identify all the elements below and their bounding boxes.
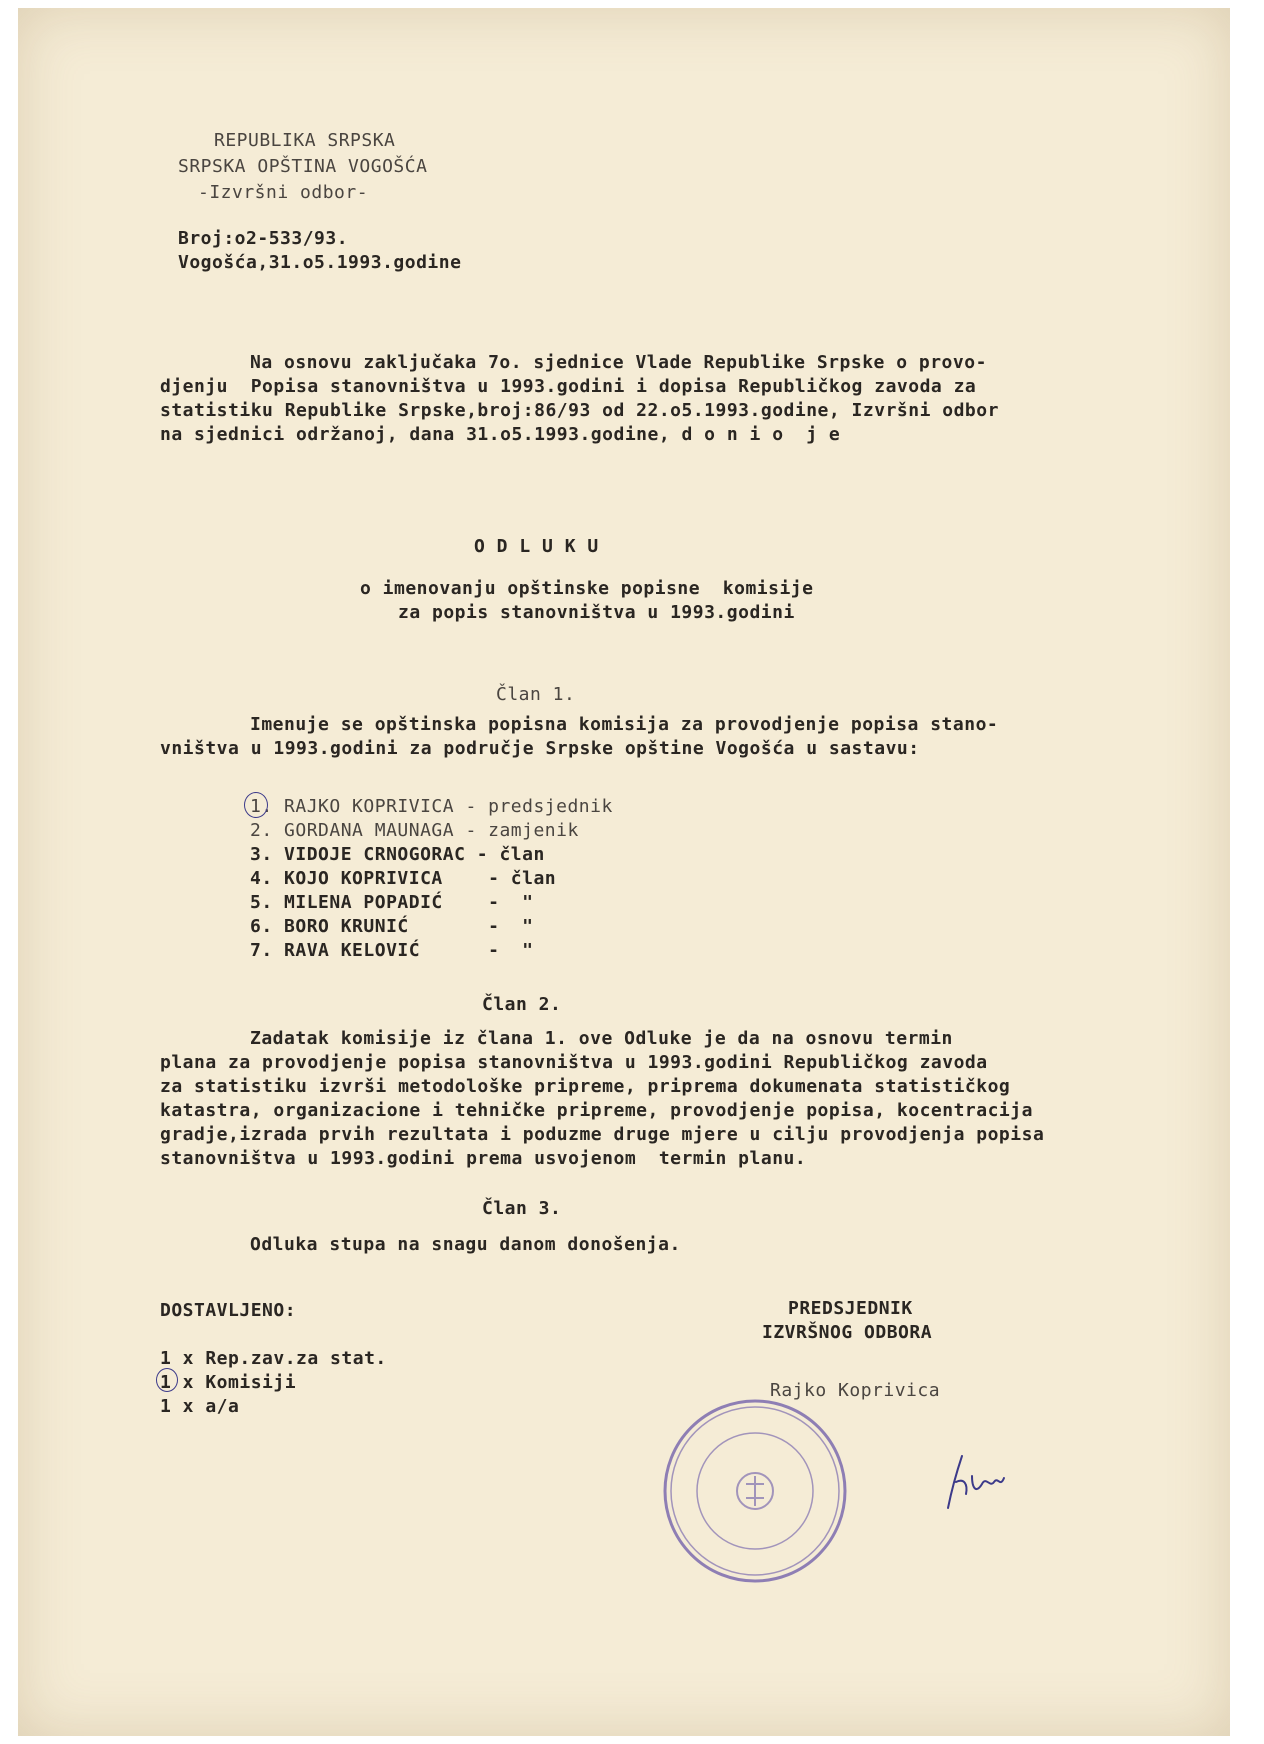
member-number: 7.	[250, 940, 273, 961]
member-number: 1.	[250, 796, 273, 817]
member-role: - član	[476, 844, 545, 865]
document-page	[18, 8, 1230, 1736]
member-row	[250, 892, 533, 913]
member-row	[250, 868, 556, 889]
header-republic: REPUBLIKA SRPSKA	[214, 130, 396, 151]
handwritten-circle-mark	[156, 1368, 178, 1392]
member-role: - zamjenik	[465, 820, 579, 841]
member-name: RAJKO KOPRIVICA	[284, 796, 455, 817]
header-body: -Izvršni odbor-	[198, 182, 369, 203]
handwritten-circle-mark	[244, 792, 268, 818]
member-name: BORO KRUNIĆ	[284, 916, 409, 937]
article-1-text: Imenuje se opštinska popisna komisija za provodjenje popisa stano-	[250, 714, 999, 735]
signature-title: IZVRŠNOG ODBORA	[762, 1322, 933, 1343]
member-role: - "	[488, 916, 534, 937]
member-name: GORDANA MAUNAGA	[284, 820, 455, 841]
member-number: 6.	[250, 916, 273, 937]
preamble-line: djenju Popisa stanovništva u 1993.godini i dopisa Republičkog zavoda za	[160, 376, 977, 397]
member-number: 3.	[250, 844, 273, 865]
delivered-item: 1 x Komisiji	[160, 1372, 297, 1393]
delivered-item: 1 x Rep.zav.za stat.	[160, 1348, 387, 1369]
article-2-text: plana za provodjenje popisa stanovništva u 1993.godini Republičkog zavoda	[160, 1052, 988, 1073]
preamble-line: na sjednici održanoj, dana 31.o5.1993.godine, d o n i o j e	[160, 424, 841, 445]
article-3-text: Odluka stupa na snagu danom donošenja.	[250, 1234, 681, 1255]
delivered-heading: DOSTAVLJENO:	[160, 1300, 297, 1321]
signatory-name: Rajko Koprivica	[770, 1380, 941, 1401]
member-number: 5.	[250, 892, 273, 913]
decision-subtitle: o imenovanju opštinske popisne komisije	[360, 578, 814, 599]
member-name: VIDOJE CRNOGORAC	[284, 844, 466, 865]
decision-subtitle: za popis stanovništva u 1993.godini	[398, 602, 795, 623]
document-number: Broj:o2-533/93.	[178, 228, 349, 249]
member-role: - predsjednik	[465, 796, 613, 817]
member-row	[250, 820, 579, 841]
member-name: MILENA POPADIĆ	[284, 892, 443, 913]
signature-title: PREDSJEDNIK	[788, 1298, 913, 1319]
member-role: - "	[488, 892, 534, 913]
article-2-text: Zadatak komisije iz člana 1. ove Odluke je da na osnovu termin	[250, 1028, 953, 1049]
preamble-line: statistiku Republike Srpske,broj:86/93 od 22.o5.1993.godine, Izvršni odbor	[160, 400, 999, 421]
article-1-heading: Član 1.	[496, 684, 576, 705]
member-row	[250, 916, 533, 937]
article-1-text: vništva u 1993.godini za područje Srpske opštine Vogošća u sastavu:	[160, 738, 920, 759]
delivered-item: 1 x a/a	[160, 1396, 240, 1417]
member-row	[250, 796, 613, 817]
member-row	[250, 940, 533, 961]
member-role: - "	[488, 940, 534, 961]
member-name: RAVA KELOVIĆ	[284, 940, 421, 961]
handwritten-signature	[938, 1448, 1018, 1518]
member-row	[250, 844, 545, 865]
member-number: 2.	[250, 820, 273, 841]
article-2-text: gradje,izrada prvih rezultata i poduzme druge mjere u cilju provodjenja popisa	[160, 1124, 1045, 1145]
document-date: Vogošća,31.o5.1993.godine	[178, 252, 462, 273]
member-number: 4.	[250, 868, 273, 889]
decision-title: O D L U K U	[474, 536, 599, 557]
article-2-heading: Član 2.	[482, 994, 562, 1015]
article-2-text: za statistiku izvrši metodološke pripreme, priprema dokumenata statističkog	[160, 1076, 1011, 1097]
member-name: KOJO KOPRIVICA	[284, 868, 443, 889]
header-municipality: SRPSKA OPŠTINA VOGOŠĆA	[178, 156, 428, 177]
article-2-text: stanovništva u 1993.godini prema usvojenom termin planu.	[160, 1148, 807, 1169]
article-3-heading: Član 3.	[482, 1198, 562, 1219]
preamble-line: Na osnovu zaključaka 7o. sjednice Vlade Republike Srpske o provo-	[250, 352, 987, 373]
article-2-text: katastra, organizacione i tehničke pripreme, provodjenje popisa, kocentracija	[160, 1100, 1033, 1121]
official-stamp	[660, 1396, 850, 1586]
member-role: - član	[488, 868, 557, 889]
